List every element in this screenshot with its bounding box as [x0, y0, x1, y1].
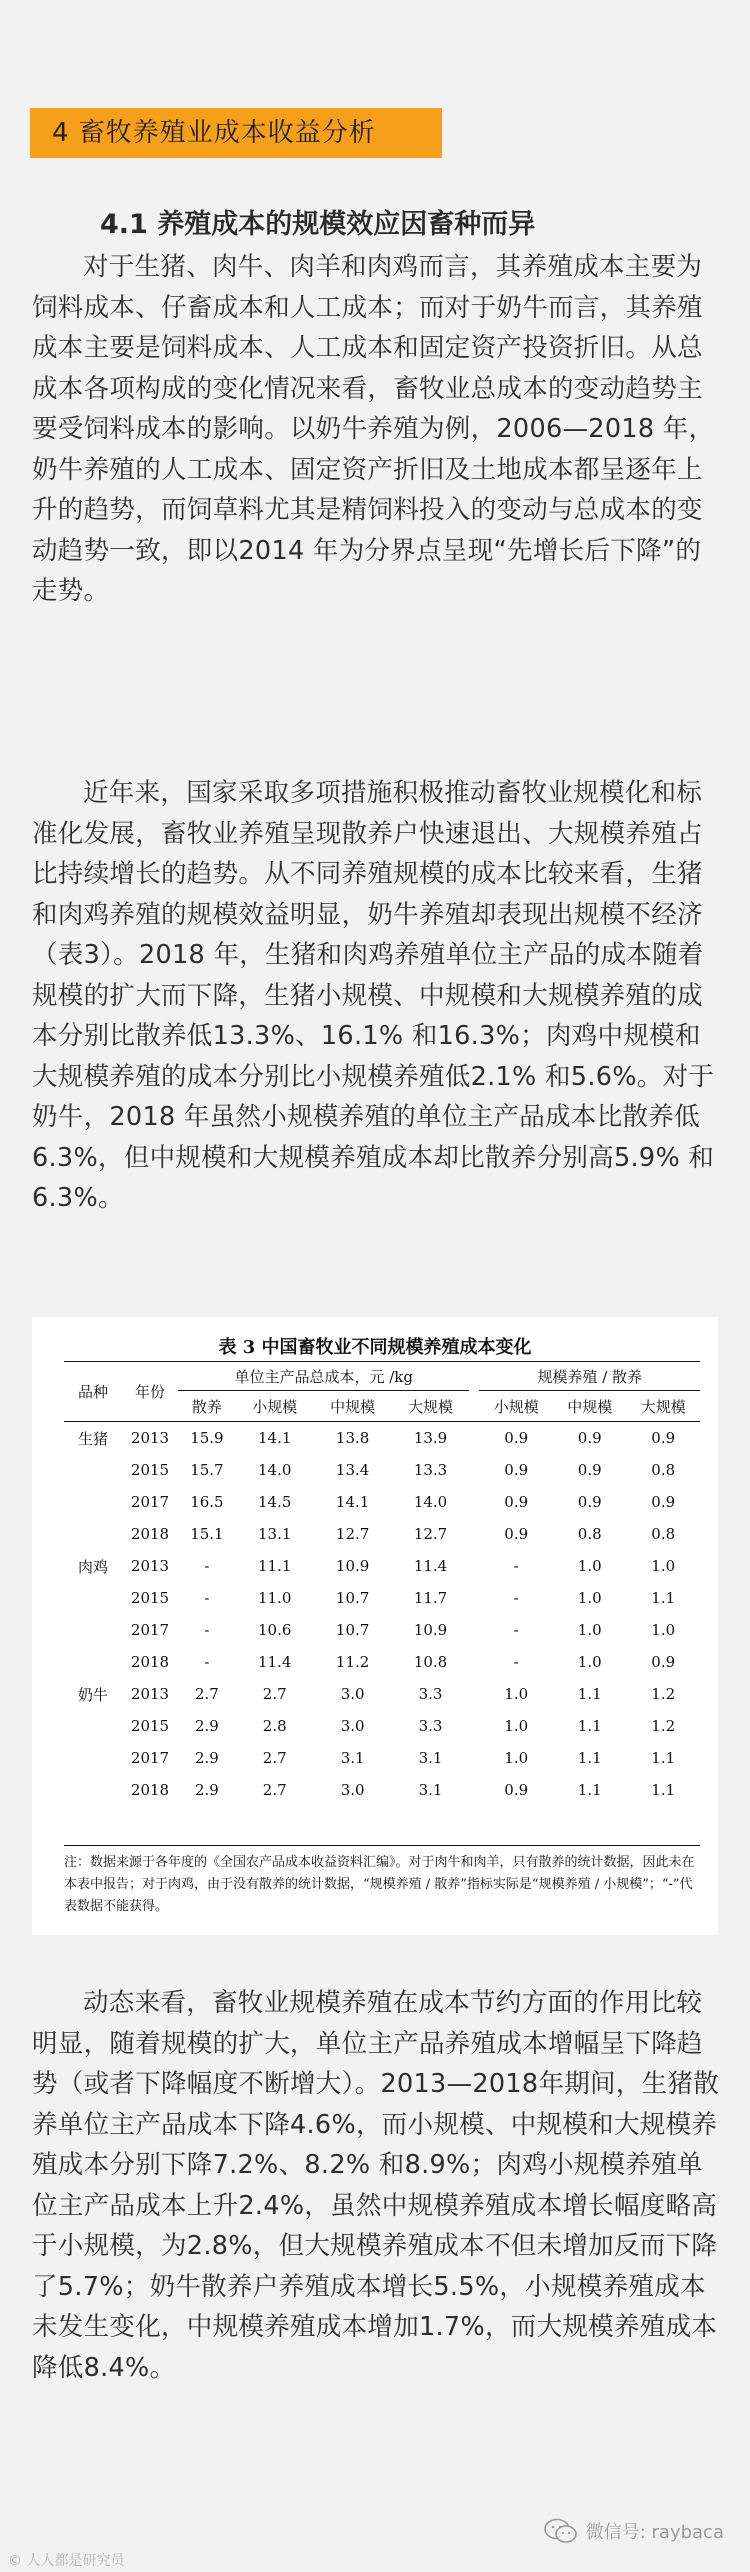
paragraph: 对于生猪、肉牛、肉羊和肉鸡而言，其养殖成本主要为饲料成本、仔畜成本和人工成本；而对于奶牛而言，其养殖成本主要是饲料成本、人工成本和固定资产投资折旧。从总成本各项构成的变化情况来看，畜牧业总成本的变动趋势主要受饲料成本的影响。以奶牛养殖为例，2006—2018 年，奶牛养殖的人工成本、固定资产折旧及土地成本都呈逐年上升的趋势，而饲草料尤其是精饲料投入的变动与总成本的变动趋势一致，即以2014 年为分界点呈现“先增长后下降”的走势。 — [32, 252, 715, 606]
value-cell: 11.2 — [335, 1653, 370, 1671]
wechat-id — [544, 2518, 724, 2544]
species-cell — [64, 1646, 122, 1678]
year-cell: 2018 — [130, 1525, 170, 1543]
species-cell — [64, 1710, 122, 1742]
paragraph: 动态来看，畜牧业规模养殖在成本节约方面的作用比较明显，随着规模的扩大，单位主产品养殖成本增幅呈下降趋势（或者下降幅度不断增大）。2013—2018年期间，生猪散养单位主产品成本下降4.6%，而小规模、中规模和大规模养殖成本分别下降7.2%、8.2% 和8.9%；肉鸡小规模养殖单位主产品成本上升2.4%，虽然中规模养殖成本增长幅度略高于小规模，为2.8%，但大规模养殖成本不但未增加反而下降了5.7%；奶牛散养户养殖成本增长5.5%，小规模养殖成本未发生变化，中规模养殖成本增加1.7%，而大规模养殖成本降低8.4%。 — [32, 1988, 720, 2383]
cost-table — [64, 1361, 700, 1806]
value-cell: 14.1 — [258, 1429, 292, 1447]
value-cell: 0.9 — [651, 1493, 676, 1511]
value-cell: 13.3 — [413, 1461, 448, 1479]
value-cell: 3.1 — [418, 1781, 443, 1799]
year-cell: 2017 — [130, 1749, 170, 1767]
year-cell: 2018 — [130, 1781, 170, 1799]
table-row — [64, 1518, 700, 1550]
value-cell: 12.7 — [413, 1525, 448, 1543]
value-cell: 1.0 — [504, 1685, 529, 1703]
value-cell: - — [513, 1621, 519, 1639]
value-cell: 0.9 — [577, 1493, 602, 1511]
value-cell: 11.4 — [258, 1653, 292, 1671]
table-row — [64, 1710, 700, 1742]
group-header-ratio: 规模养殖 / 散养 — [479, 1362, 700, 1391]
value-cell: 2.8 — [262, 1717, 287, 1735]
value-cell: 1.0 — [577, 1589, 602, 1607]
year-cell: 2017 — [130, 1493, 170, 1511]
species-cell: 生猪 — [77, 1429, 108, 1448]
value-cell: 1.2 — [651, 1717, 676, 1735]
subheader: 中规模 — [553, 1391, 627, 1422]
table-row — [64, 1614, 700, 1646]
value-cell: 3.1 — [418, 1749, 443, 1767]
value-cell: - — [204, 1557, 210, 1575]
subheader: 大规模 — [626, 1391, 700, 1422]
table-row — [64, 1742, 700, 1774]
value-cell: 10.7 — [335, 1589, 370, 1607]
value-cell: 0.9 — [504, 1429, 529, 1447]
subheader: 中规模 — [314, 1391, 392, 1422]
value-cell: 1.0 — [577, 1621, 602, 1639]
value-cell: - — [513, 1557, 519, 1575]
value-cell: 11.4 — [413, 1557, 448, 1575]
watermark: © 人人都是研究员 — [8, 2553, 125, 2569]
col-year-header: 年份 — [122, 1362, 178, 1422]
year-cell: 2013 — [130, 1685, 170, 1703]
value-cell: 2.7 — [194, 1685, 219, 1703]
value-cell: 11.0 — [258, 1589, 292, 1607]
value-cell: 2.9 — [194, 1717, 219, 1735]
species-cell — [64, 1454, 122, 1486]
value-cell: 13.8 — [335, 1429, 370, 1447]
value-cell: 2.7 — [262, 1781, 287, 1799]
species-cell — [64, 1614, 122, 1646]
value-cell: 0.9 — [651, 1653, 676, 1671]
value-cell: 1.1 — [577, 1781, 602, 1799]
value-cell: 3.3 — [418, 1717, 443, 1735]
value-cell: 0.9 — [504, 1525, 529, 1543]
value-cell: - — [513, 1653, 519, 1671]
value-cell: 13.1 — [258, 1525, 292, 1543]
value-cell: 1.2 — [651, 1685, 676, 1703]
species-cell: 肉鸡 — [77, 1557, 108, 1576]
value-cell: 3.0 — [340, 1685, 365, 1703]
value-cell: 3.3 — [418, 1685, 443, 1703]
paragraph: 近年来，国家采取多项措施积极推动畜牧业规模化和标准化发展，畜牧业养殖呈现散养户快速退出、大规模养殖占比持续增长的趋势。从不同养殖规模的成本比较来看，生猪和肉鸡养殖的规模效益明显，奶牛养殖却表现出规模不经济（表3）。2018 年，生猪和肉鸡养殖单位主产品的成本随着规模的扩大而下降，生猪小规模、中规模和大规模养殖的成本分别比散养低13.3%、16.1% 和16.3%；肉鸡中规模和大规模养殖的成本分别比小规模养殖低2.1% 和5.6%。对于奶牛，2018 年虽然小规模养殖的单位主产品成本比散养低6.3%，但中规模和大规模养殖成本却比散养分别高5.9% 和6.3%。 — [32, 778, 715, 1213]
species-cell — [64, 1742, 122, 1774]
value-cell: 13.9 — [413, 1429, 448, 1447]
value-cell: 3.0 — [340, 1717, 365, 1735]
value-cell: 13.4 — [335, 1461, 370, 1479]
value-cell: 3.1 — [340, 1749, 365, 1767]
table-row — [64, 1486, 700, 1518]
value-cell: 10.8 — [413, 1653, 448, 1671]
value-cell: 12.7 — [335, 1525, 370, 1543]
table-row — [64, 1422, 700, 1455]
value-cell: 0.8 — [651, 1461, 676, 1479]
value-cell: 11.1 — [258, 1557, 292, 1575]
species-cell — [64, 1486, 122, 1518]
value-cell: 14.5 — [258, 1493, 292, 1511]
value-cell: 2.9 — [194, 1781, 219, 1799]
species-cell — [64, 1518, 122, 1550]
value-cell: 0.9 — [504, 1493, 529, 1511]
wechat-icon — [544, 2518, 578, 2544]
value-cell: 10.6 — [258, 1621, 292, 1639]
value-cell: 0.9 — [504, 1461, 529, 1479]
value-cell: 2.7 — [262, 1749, 287, 1767]
value-cell: 0.8 — [577, 1525, 602, 1543]
value-cell: 1.1 — [651, 1589, 676, 1607]
year-cell: 2018 — [130, 1653, 170, 1671]
subheader: 散养 — [178, 1391, 236, 1422]
section-title: 4 畜牧养殖业成本收益分析 — [52, 118, 376, 148]
value-cell: - — [204, 1621, 210, 1639]
table-note: 注：数据来源于各年度的《全国农产品成本收益资料汇编》。对于肉牛和肉羊，只有散养的统计数据，因此未在本表中报告；对于肉鸡，由于没有散养的统计数据，“规模养殖 / 散养”指标实际是“规模养殖 / 小规模”；“-”代表数据不能获得。 — [64, 1845, 700, 1918]
value-cell: 16.5 — [190, 1493, 224, 1511]
value-cell: 14.0 — [413, 1493, 448, 1511]
value-cell: - — [204, 1653, 210, 1671]
value-cell: 15.1 — [190, 1525, 224, 1543]
value-cell: 1.1 — [577, 1749, 602, 1767]
year-cell: 2015 — [130, 1589, 170, 1607]
subheader: 小规模 — [236, 1391, 314, 1422]
subsection-title: 4.1 养殖成本的规模效应因畜种而异 — [100, 209, 536, 240]
species-cell — [64, 1774, 122, 1806]
value-cell: 1.0 — [577, 1557, 602, 1575]
value-cell: 3.0 — [340, 1781, 365, 1799]
value-cell: - — [204, 1589, 210, 1607]
value-cell: 0.9 — [504, 1781, 529, 1799]
table-row — [64, 1678, 700, 1710]
value-cell: 14.0 — [258, 1461, 292, 1479]
table-title: 表 3 中国畜牧业不同规模养殖成本变化 — [218, 1337, 532, 1358]
subheader: 小规模 — [479, 1391, 553, 1422]
value-cell: 2.7 — [262, 1685, 287, 1703]
value-cell: 0.9 — [577, 1461, 602, 1479]
species-cell — [64, 1582, 122, 1614]
wechat-label: 微信号: raybaca — [585, 2522, 724, 2543]
value-cell: 2.9 — [194, 1749, 219, 1767]
group-header-cost: 单位主产品总成本，元 /kg — [178, 1362, 469, 1391]
table-row — [64, 1646, 700, 1678]
value-cell: 0.9 — [651, 1429, 676, 1447]
year-cell: 2015 — [130, 1717, 170, 1735]
value-cell: 0.9 — [577, 1429, 602, 1447]
value-cell: 1.0 — [651, 1621, 676, 1639]
table-row — [64, 1774, 700, 1806]
species-cell: 奶牛 — [77, 1685, 108, 1704]
table-row — [64, 1550, 700, 1582]
subheader: 大规模 — [392, 1391, 470, 1422]
value-cell: 0.8 — [651, 1525, 676, 1543]
value-cell: 1.0 — [504, 1717, 529, 1735]
year-cell: 2013 — [130, 1557, 170, 1575]
year-cell: 2017 — [130, 1621, 170, 1639]
value-cell: 10.7 — [335, 1621, 370, 1639]
col-species-header: 品种 — [64, 1362, 122, 1422]
value-cell: 11.7 — [413, 1589, 448, 1607]
section-header — [30, 108, 442, 158]
value-cell: 1.0 — [651, 1557, 676, 1575]
value-cell: 1.1 — [577, 1717, 602, 1735]
value-cell: 1.1 — [651, 1781, 676, 1799]
table-figure — [32, 1317, 718, 1935]
value-cell: 15.7 — [190, 1461, 224, 1479]
year-cell: 2013 — [130, 1429, 170, 1447]
value-cell: 14.1 — [335, 1493, 370, 1511]
table-row — [64, 1582, 700, 1614]
table-row — [64, 1454, 700, 1486]
year-cell: 2015 — [130, 1461, 170, 1479]
value-cell: 10.9 — [335, 1557, 370, 1575]
value-cell: 1.0 — [504, 1749, 529, 1767]
value-cell: 10.9 — [413, 1621, 448, 1639]
value-cell: 1.1 — [577, 1685, 602, 1703]
value-cell: 1.1 — [651, 1749, 676, 1767]
value-cell: 1.0 — [577, 1653, 602, 1671]
value-cell: 15.9 — [190, 1429, 224, 1447]
value-cell: - — [513, 1589, 519, 1607]
